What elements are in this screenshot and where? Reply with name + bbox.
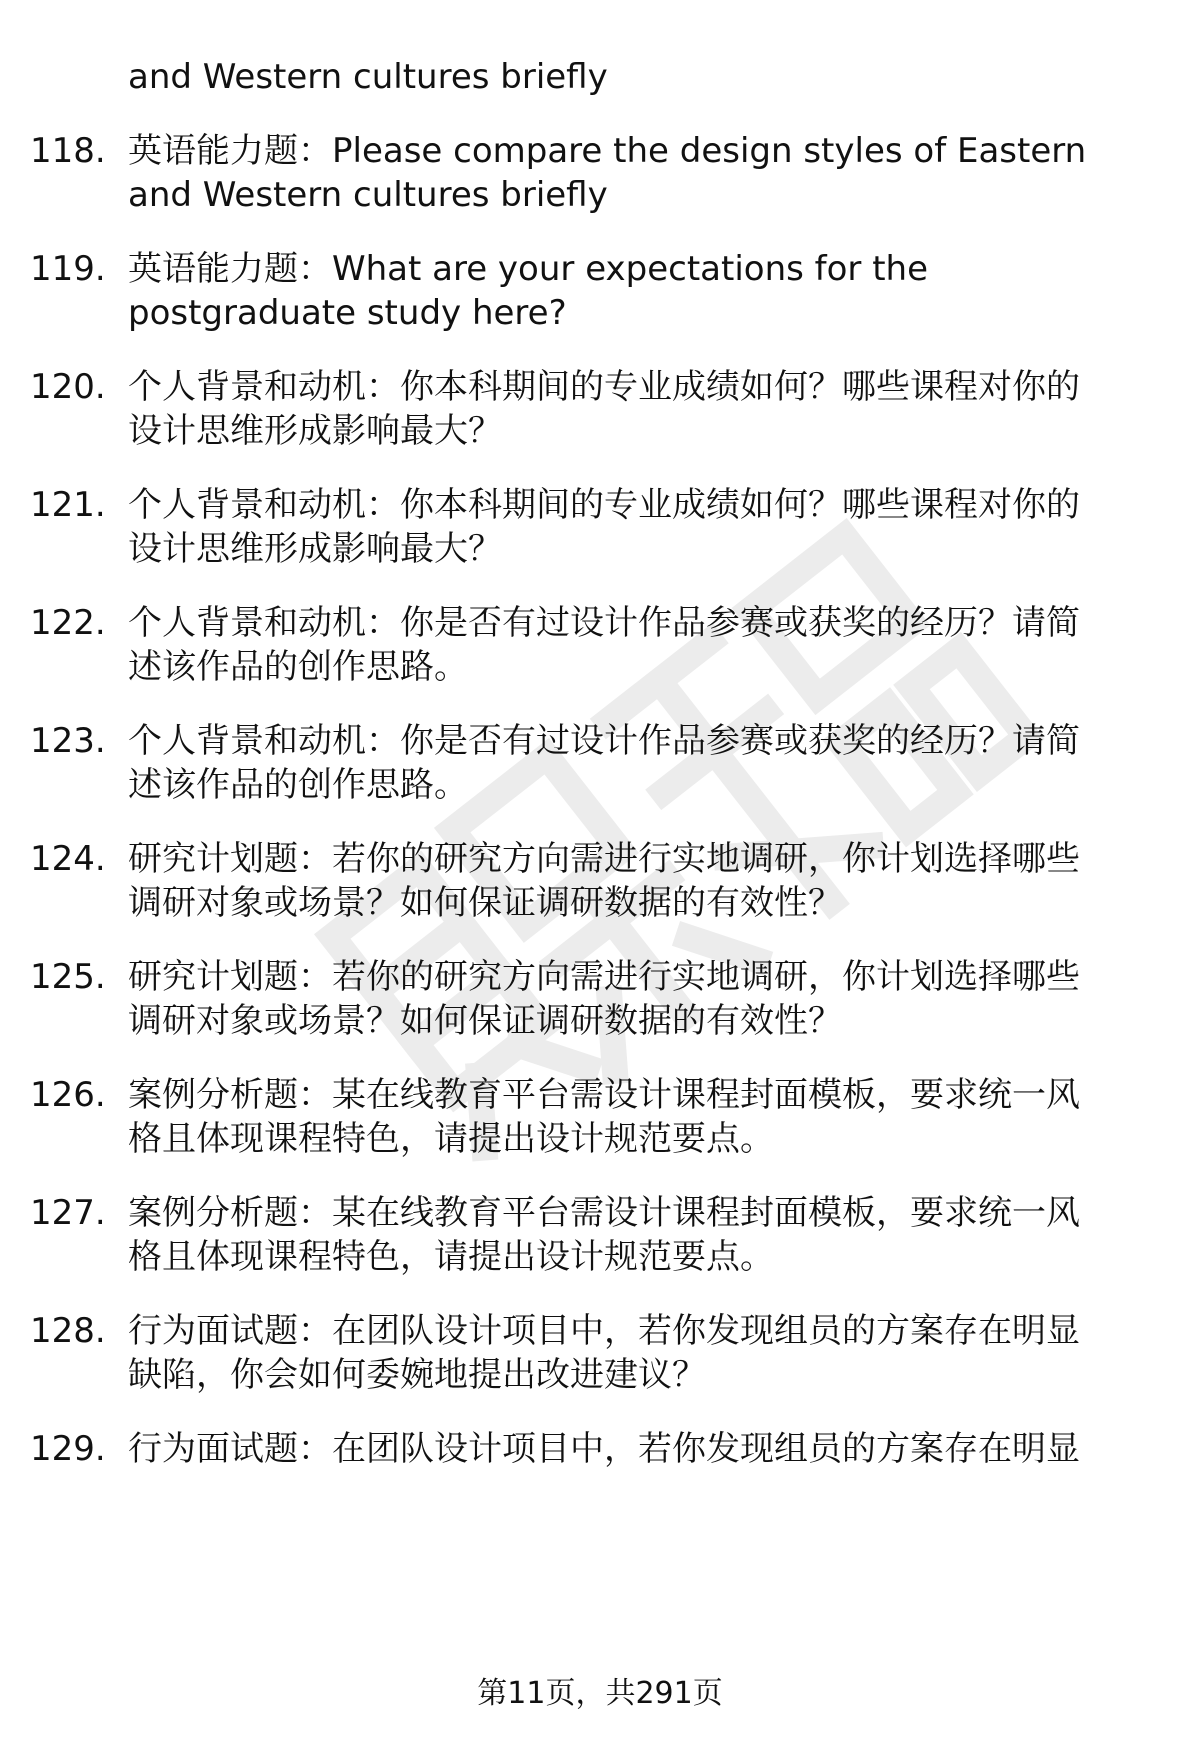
question-text: 行为面试题：在团队设计项目中，若你发现组员的方案存在明显	[128, 1311, 1080, 1351]
question-text: 行为面试题：在团队设计项目中，若你发现组员的方案存在明显	[128, 1429, 1080, 1469]
question-text: and Western cultures briefly	[128, 57, 608, 97]
question-text: 研究计划题：若你的研究方向需进行实地调研，你计划选择哪些	[128, 839, 1080, 879]
question-line	[0, 1070, 1200, 1120]
question-line	[0, 1350, 1200, 1400]
question-text: 英语能力题：What are your expectations for the	[128, 249, 928, 289]
question-number: 126.	[30, 1075, 106, 1115]
question-text: 案例分析题：某在线教育平台需设计课程封面模板，要求统一风	[128, 1075, 1080, 1115]
question-text: 格且体现课程特色，请提出设计规范要点。	[128, 1119, 774, 1159]
question-text: 述该作品的创作思路。	[128, 765, 468, 805]
question-text: 个人背景和动机：你是否有过设计作品参赛或获奖的经历？请简	[128, 721, 1080, 761]
question-number: 122.	[30, 603, 106, 643]
question-line	[0, 406, 1200, 456]
question-line	[0, 1306, 1200, 1356]
question-line	[0, 1114, 1200, 1164]
question-line	[0, 878, 1200, 928]
question-number: 124.	[30, 839, 106, 879]
question-text: 调研对象或场景？如何保证调研数据的有效性？	[128, 883, 842, 923]
question-line	[0, 716, 1200, 766]
question-text: 格且体现课程特色，请提出设计规范要点。	[128, 1237, 774, 1277]
question-number: 128.	[30, 1311, 106, 1351]
question-text: 个人背景和动机：你本科期间的专业成绩如何？哪些课程对你的	[128, 485, 1080, 525]
question-text: 设计思维形成影响最大？	[128, 529, 502, 569]
question-number: 119.	[30, 249, 106, 289]
question-number: 123.	[30, 721, 106, 761]
question-number: 118.	[30, 131, 106, 171]
question-line	[0, 524, 1200, 574]
question-text: 缺陷，你会如何委婉地提出改进建议？	[128, 1355, 706, 1395]
question-line	[0, 52, 1200, 102]
question-line	[0, 952, 1200, 1002]
question-line	[0, 1424, 1200, 1474]
question-number: 127.	[30, 1193, 106, 1233]
question-line	[0, 760, 1200, 810]
question-line	[0, 288, 1200, 338]
question-text: 调研对象或场景？如何保证调研数据的有效性？	[128, 1001, 842, 1041]
question-line	[0, 1232, 1200, 1282]
question-line	[0, 642, 1200, 692]
question-number: 120.	[30, 367, 106, 407]
page-footer: 第11页，共291页	[477, 1676, 723, 1711]
question-number: 129.	[30, 1429, 106, 1469]
watermark-logo	[210, 470, 1110, 1170]
question-line	[0, 170, 1200, 220]
question-text: 个人背景和动机：你是否有过设计作品参赛或获奖的经历？请简	[128, 603, 1080, 643]
question-text: 研究计划题：若你的研究方向需进行实地调研，你计划选择哪些	[128, 957, 1080, 997]
question-number: 125.	[30, 957, 106, 997]
question-line	[0, 362, 1200, 412]
question-text: 案例分析题：某在线教育平台需设计课程封面模板，要求统一风	[128, 1193, 1080, 1233]
question-text: postgraduate study here?	[128, 293, 567, 333]
question-line	[0, 598, 1200, 648]
question-text: 个人背景和动机：你本科期间的专业成绩如何？哪些课程对你的	[128, 367, 1080, 407]
question-line	[0, 126, 1200, 176]
question-text: and Western cultures briefly	[128, 175, 608, 215]
question-line	[0, 480, 1200, 530]
question-line	[0, 244, 1200, 294]
question-text: 英语能力题：Please compare the design styles of Eastern	[128, 131, 1087, 171]
question-line	[0, 834, 1200, 884]
question-text: 述该作品的创作思路。	[128, 647, 468, 687]
question-line	[0, 1188, 1200, 1238]
question-number: 121.	[30, 485, 106, 525]
question-text: 设计思维形成影响最大？	[128, 411, 502, 451]
question-line	[0, 996, 1200, 1046]
